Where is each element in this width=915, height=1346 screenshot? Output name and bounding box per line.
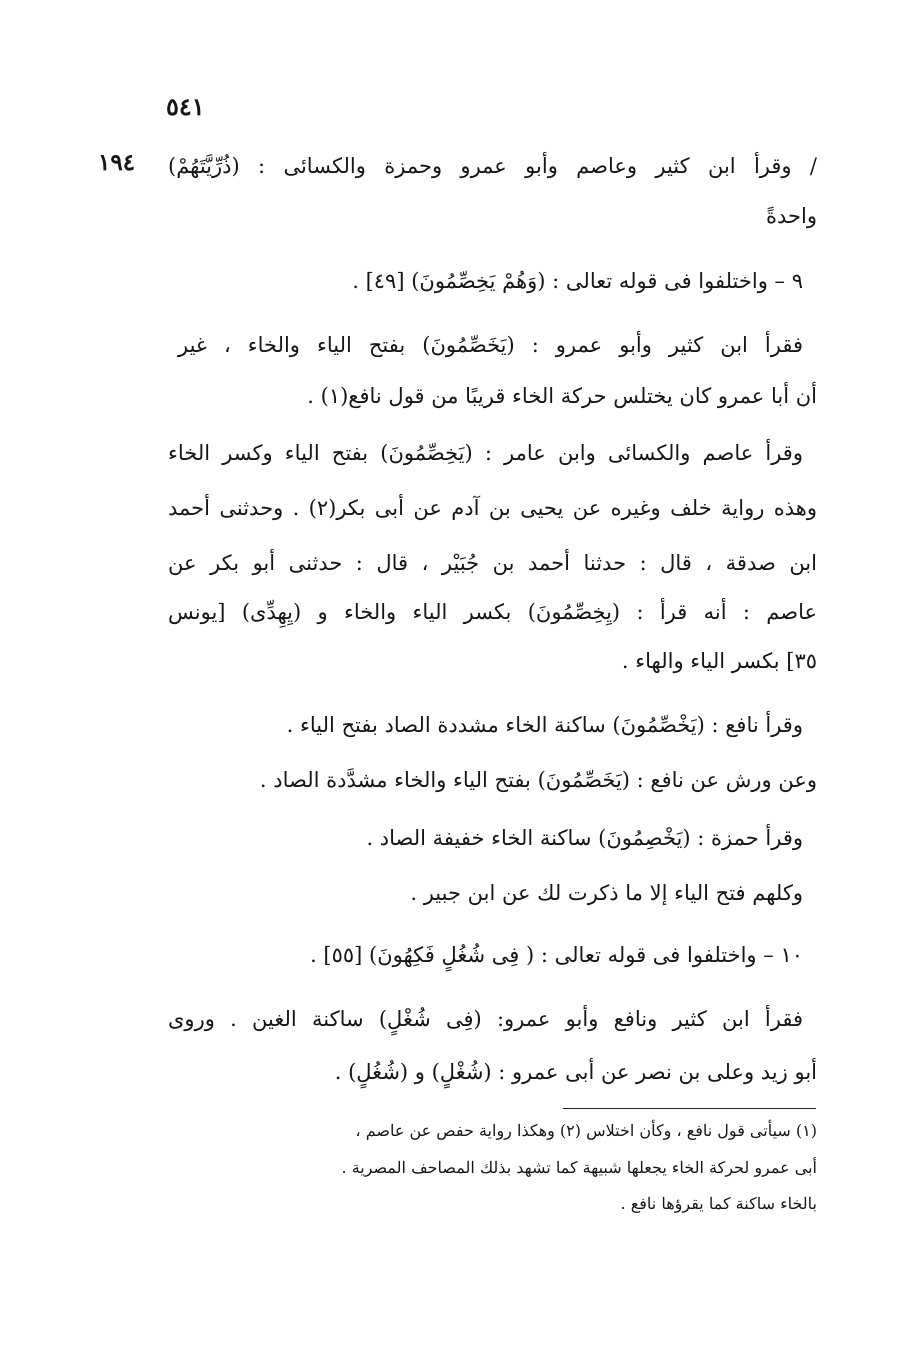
text-line-4: فقرأ ابن كثير وأبو عمرو : (يَخَصِّمُونَ) بفتح الياء والخاء ، غير (178, 333, 803, 357)
margin-reference-number: ١٩٤ (98, 149, 136, 176)
text-line-14: وكلهم فتح الياء إلا ما ذكرت لك عن ابن جبير . (410, 881, 803, 905)
text-line-13: وقرأ حمزة : (يَخْصِمُونَ) ساكنة الخاء خفيفة الصاد . (366, 826, 803, 850)
footnote-line-2: أبى عمرو لحركة الخاء يجعلها شبيهة كما تشهد بذلك المصاحف المصرية . (341, 1158, 817, 1177)
text-line-8: ابن صدقة ، قال : حدثنا أحمد بن جُبَيْر ، قال : حدثنى أبو بكر عن (168, 551, 817, 575)
footnote-line-3: بالخاء ساكنة كما يقرؤها نافع . (620, 1194, 817, 1213)
text-line-6: وقرأ عاصم والكسائى وابن عامر : (يَخِصِّمُونَ) بفتح الياء وكسر الخاء (168, 441, 803, 465)
footnote-separator (563, 1108, 816, 1109)
text-line-10: ٣٥] بكسر الياء والهاء . (621, 649, 817, 673)
text-line-7: وهذه رواية خلف وغيره عن يحيى بن آدم عن أبى بكر(٢) . وحدثنى أحمد (168, 496, 817, 520)
text-line-17: أبو زيد وعلى بن نصر عن أبى عمرو : (شُغْلٍ) و (شُغُلٍ) . (334, 1060, 817, 1084)
text-line-16: فقرأ ابن كثير ونافع وأبو عمرو: (فِى شُغْلٍ) ساكنة الغين . وروى (168, 1007, 803, 1031)
text-line-2: واحدةً (766, 204, 817, 228)
footnote-line-1: (١) سيأتى قول نافع ، وكأن اختلاس (٢) وهكذا رواية حفص عن عاصم ، (355, 1121, 817, 1140)
text-line-3: ٩ – واختلفوا فى قوله تعالى : (وَهُمْ يَخِصِّمُونَ) [٤٩] . (352, 269, 803, 293)
text-line-11: وقرأ نافع : (يَخْصِّمُونَ) ساكنة الخاء مشددة الصاد بفتح الياء . (286, 713, 803, 737)
text-line-9: عاصم : أنه قرأ : (يِخِصِّمُونَ) بكسر الياء والخاء و (يِهِدِّى) [يونس (168, 600, 817, 624)
text-line-15: ١٠ – واختلفوا فى قوله تعالى : ( فِى شُغُلٍ فَكِهُونَ) [٥٥] . (310, 943, 803, 967)
text-line-1: / وقرأ ابن كثير وعاصم وأبو عمرو وحمزة والكسائى : (ذُرِّيَّتَهُمْ) (168, 154, 817, 178)
text-line-12: وعن ورش عن نافع : (يَخَصِّمُونَ) بفتح الياء والخاء مشدَّدة الصاد . (259, 768, 817, 792)
page-number: ٥٤١ (166, 92, 205, 121)
text-line-5: أن أبا عمرو كان يختلس حركة الخاء قريبًا من قول نافع(١) . (307, 384, 817, 408)
